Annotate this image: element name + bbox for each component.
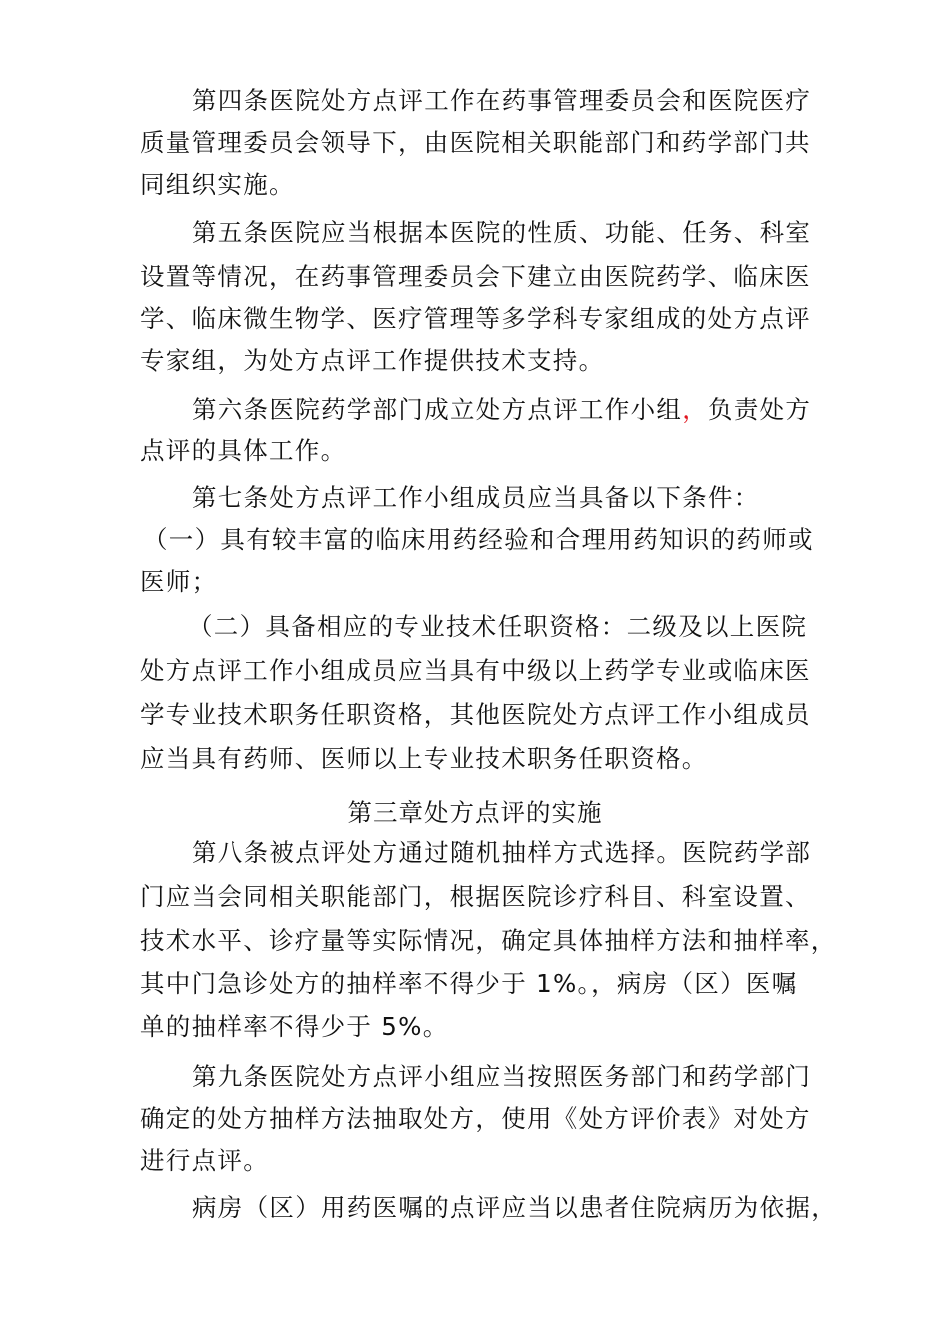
article-4-line-3: 同组织实施。 — [140, 170, 295, 199]
article-5-line-3: 学、临床微生物学、医疗管理等多学科专家组成的处方点评 — [140, 304, 811, 333]
article-6-line-1-text-a: 第六条医院药学部门成立处方点评工作小组 — [192, 395, 683, 424]
article-6-line-1 — [140, 393, 812, 427]
chapter-3-title: 第三章处方点评的实施 — [347, 798, 603, 827]
article-5-line-1: 第五条医院应当根据本医院的性质、功能、任务、科室 — [192, 218, 812, 247]
article-7-line-6: 学专业技术职务任职资格，其他医院处方点评工作小组成员 — [140, 700, 811, 729]
article-7-line-5: 处方点评工作小组成员应当具有中级以上药学专业或临床医 — [140, 656, 811, 685]
article-7-line-4: （二）具备相应的专业技术任职资格：二级及以上医院 — [188, 612, 808, 641]
article-8-line-1: 第八条被点评处方通过随机抽样方式选择。医院药学部 — [192, 838, 812, 867]
article-8-line-5: 单的抽样率不得少于 5%。 — [140, 1012, 449, 1041]
ward-paragraph-line-1: 病房（区）用药医嘱的点评应当以患者住院病历为依据， — [192, 1193, 837, 1222]
article-9-line-1: 第九条医院处方点评小组应当按照医务部门和药学部门 — [192, 1062, 812, 1091]
article-5-line-2: 设置等情况，在药事管理委员会下建立由医院药学、临床医 — [140, 262, 811, 291]
article-4-line-2: 质量管理委员会领导下，由医院相关职能部门和药学部门共 — [140, 128, 811, 157]
article-8-line-3: 技术水平、诊疗量等实际情况，确定具体抽样方法和抽样率， — [140, 926, 837, 955]
article-9-line-3: 进行点评。 — [140, 1146, 269, 1175]
article-9-line-2: 确定的处方抽样方法抽取处方，使用《处方评价表》对处方 — [140, 1104, 811, 1133]
article-5-line-4: 专家组，为处方点评工作提供技术支持。 — [140, 346, 605, 375]
article-8-line-4: 其中门急诊处方的抽样率不得少于 1%。，病房（区）医嘱 — [140, 969, 798, 998]
article-7-line-7: 应当具有药师、医师以上专业技术职务任职资格。 — [140, 744, 708, 773]
article-4-line-1: 第四条医院处方点评工作在药事管理委员会和医院医疗 — [192, 86, 812, 115]
article-7-line-3: 医师； — [140, 567, 218, 596]
article-7-line-1: 第七条处方点评工作小组成员应当具备以下条件： — [192, 483, 760, 512]
article-6-line-2: 点评的具体工作。 — [140, 436, 347, 465]
article-6-line-1-text-b: 负责处方 — [708, 395, 812, 424]
red-comma: ， — [682, 395, 709, 424]
article-7-line-2: （一）具有较丰富的临床用药经验和合理用药知识的药师或 — [143, 525, 814, 554]
article-8-line-2: 门应当会同相关职能部门，根据医院诊疗科目、科室设置、 — [140, 882, 811, 911]
